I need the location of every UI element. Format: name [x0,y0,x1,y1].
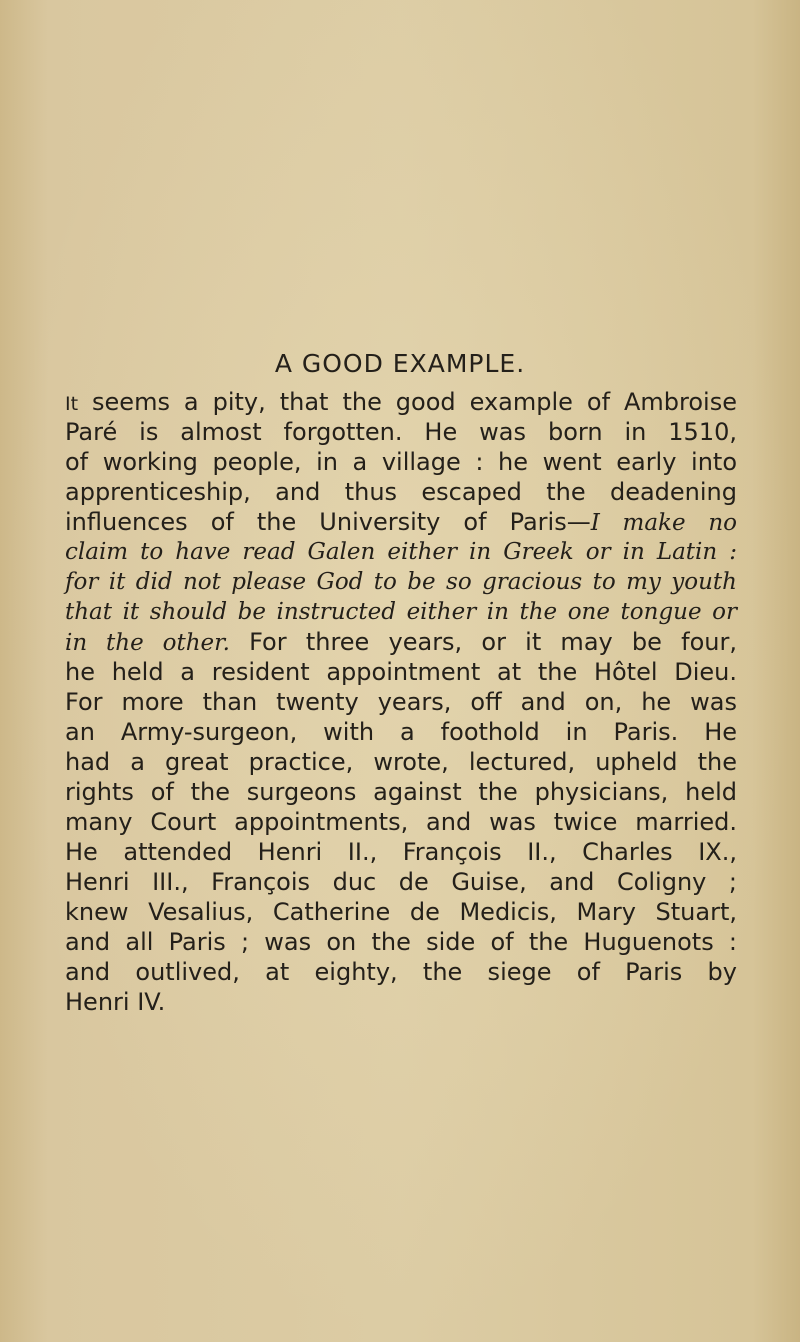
italic-quotation: I make no [590,510,737,536]
text-line [65,626,737,659]
line-text: seems a pity, that the good example of Ambroise [78,388,737,416]
italic-quotation: in the other. [65,630,230,656]
text-line: knew Vesalius, Catherine de Medicis, Mary Stuart, [65,898,737,926]
text-line: an Army-surgeon, with a foothold in Paris. He [65,718,737,746]
text-line: of working people, in a village : he went early into [65,448,737,476]
text-line: and outlived, at eighty, the siege of Paris by [65,958,737,986]
text-line: many Court appointments, and was twice married. [65,808,737,836]
text-line: For more than twenty years, off and on, he was [65,688,737,716]
text-line: He attended Henri II., François II., Charles IX., [65,838,737,866]
chapter-title: A GOOD EXAMPLE. [274,349,526,378]
small-caps-opening: It [65,393,79,415]
text-line [65,386,737,419]
line-text: influences of the University of Paris— [65,508,591,536]
italic-quotation-line: claim to have read Galen either in Greek or in Latin : [65,539,737,565]
text-line: had a great practice, wrote, lectured, upheld the [65,748,737,776]
text-line [65,506,737,539]
text-line: rights of the surgeons against the physicians, held [65,778,737,806]
text-line: Henri III., François duc de Guise, and Coligny ; [65,868,737,896]
text-line: apprenticeship, and thus escaped the deadening [65,478,737,506]
line-text: For three years, or it may be four, [229,628,737,656]
italic-quotation-line: for it did not please God to be so gracious to my youth [65,569,737,595]
text-line: he held a resident appointment at the Hôtel Dieu. [65,658,737,686]
text-line: Henri IV. [65,988,166,1016]
italic-quotation-line: that it should be instructed either in the one tongue or [65,599,737,625]
text-line: Paré is almost forgotten. He was born in 1510, [65,418,737,446]
text-line: and all Paris ; was on the side of the Huguenots : [65,928,737,956]
